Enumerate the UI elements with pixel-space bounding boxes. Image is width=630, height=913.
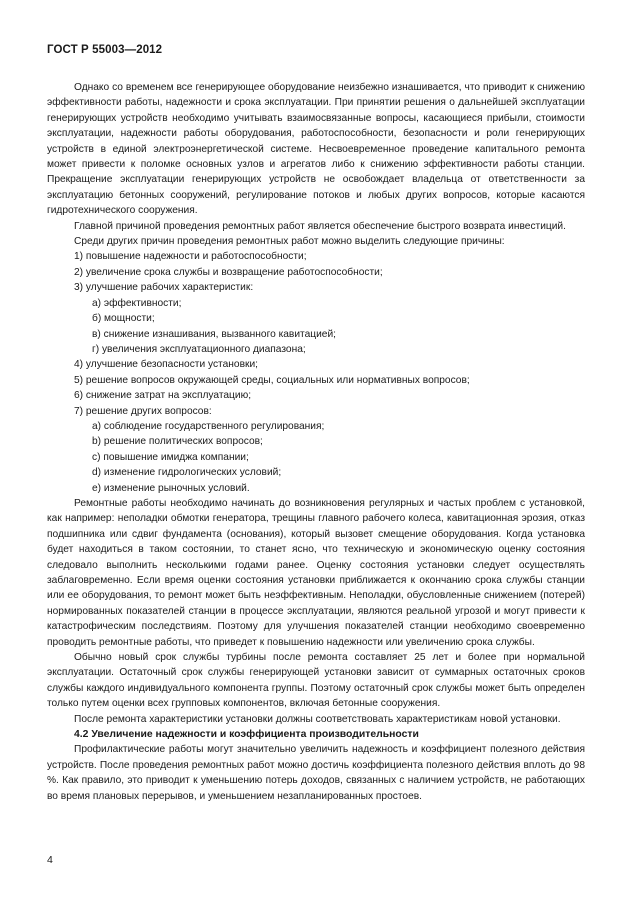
sub-list-item: a) соблюдение государственного регулирования; xyxy=(92,420,325,432)
list-item: 5) решение вопросов окружающей среды, социальных или нормативных вопросов; xyxy=(74,374,470,386)
paragraph: Ремонтные работы необходимо начинать до возникновения регулярных и частых проблем с установкой, как например: неполадки обмотки генератора, трещины главного рабочего колеса, кавитационная эрозия, отказ подшипника или сдвиг фундамента (основания), который вызовет смещение оборудования. Когда установка будет находиться в таком состоянии, то станет ясно, что техническую и экономическую оценку состояния следовало выполнить несколькими годами ранее. Оценку состояния установки следует осуществлять заблаговременно. Если время оценки состояния установки приближается к окончанию срока службы станции или ее оборудования, то ремонт может быть неэффективным. Неполадки, обусловленные снижением (потерей) нормированных показателей станции в процессе эксплуатации, являются реальной угрозой и могут привести к катастрофическим последствиям. Поэтому для улучшения показателей станции необходимо своевременно проводить ремонтные работы, что приведет к повышению надежности или увеличению срока службы. xyxy=(47,497,585,648)
sub-list-item: б) мощности; xyxy=(92,313,155,325)
sub-list-item: b) решение политических вопросов; xyxy=(92,436,263,448)
document-body xyxy=(47,80,585,804)
paragraph: Главной причиной проведения ремонтных работ является обеспечение быстрого возврата инвестиций. xyxy=(74,220,566,232)
sub-list-item: c) повышение имиджа компании; xyxy=(92,451,249,463)
list-item: 7) решение других вопросов: xyxy=(74,405,212,417)
sub-list-item: г) увеличения эксплуатационного диапазона; xyxy=(92,343,306,355)
list-item: 2) увеличение срока службы и возвращение работоспособности; xyxy=(74,266,383,278)
document-header: ГОСТ Р 55003—2012 xyxy=(47,44,163,56)
paragraph: Обычно новый срок службы турбины после ремонта составляет 25 лет и более при нормальной эксплуатации. Остаточный срок службы генерирующей установки зависит от суммарных остаточных сроков службы каждого индивидуального компонента группы. Поэтому остаточный срок службы может быть определен только путем оценки всех групповых компонентов, включая бетонные сооружения. xyxy=(47,652,585,710)
paragraph: Профилактические работы могут значительно увеличить надежность и коэффициент полезного действия устройств. После проведения ремонтных работ можно достичь коэффициента полезного действия вплоть до 98 %. Как правило, это приводит к уменьшению потерь доходов, связанных с наличием устройств, не работающих во время плановых перерывов, и уменьшением незапланированных простоев. xyxy=(47,744,585,802)
list-item: 6) снижение затрат на эксплуатацию; xyxy=(74,390,252,402)
sub-list-item: а) эффективности; xyxy=(92,297,182,309)
section-heading: 4.2 Увеличение надежности и коэффициента производительности xyxy=(74,729,419,741)
paragraph: Однако со временем все генерирующее оборудование неизбежно изнашивается, что приводит к снижению эффективности работы, надежности и срока эксплуатации. При принятии решения о дальнейшей эксплуатации генерирующих устройств необходимо учитывать взаимосвязанные вопросы, касающиеся прибыли, стоимости эксплуатации, надежности работы оборудования, работоспособности, безопасности и роли генерирующих устройств в единой электроэнергетической системе. Несвоевременное проведение капитального ремонта может привести к поломке основных узлов и агрегатов либо к снижению эффективности работы станции. Прекращение эксплуатации генерирующих устройств не освобождает владельца от ответственности за эксплуатацию бетонных сооружений, регулирование потоков и любых других вопросов, которые касаются гидротехнического сооружения. xyxy=(47,82,585,217)
sub-list-item: d) изменение гидрологических условий; xyxy=(92,467,282,479)
list-item: 3) улучшение рабочих характеристик: xyxy=(74,282,254,294)
sub-list-item: в) снижение изнашивания, вызванного кавитацией; xyxy=(92,328,336,340)
list-item: 4) улучшение безопасности установки; xyxy=(74,359,258,371)
reasons-list xyxy=(47,249,585,496)
sub-list-item: e) изменение рыночных условий. xyxy=(92,482,250,494)
paragraph: После ремонта характеристики установки должны соответствовать характеристикам новой установки. xyxy=(74,713,561,725)
paragraph: Среди других причин проведения ремонтных работ можно выделить следующие причины: xyxy=(74,236,505,248)
page-number: 4 xyxy=(47,854,53,866)
list-item: 1) повышение надежности и работоспособности; xyxy=(74,251,307,263)
